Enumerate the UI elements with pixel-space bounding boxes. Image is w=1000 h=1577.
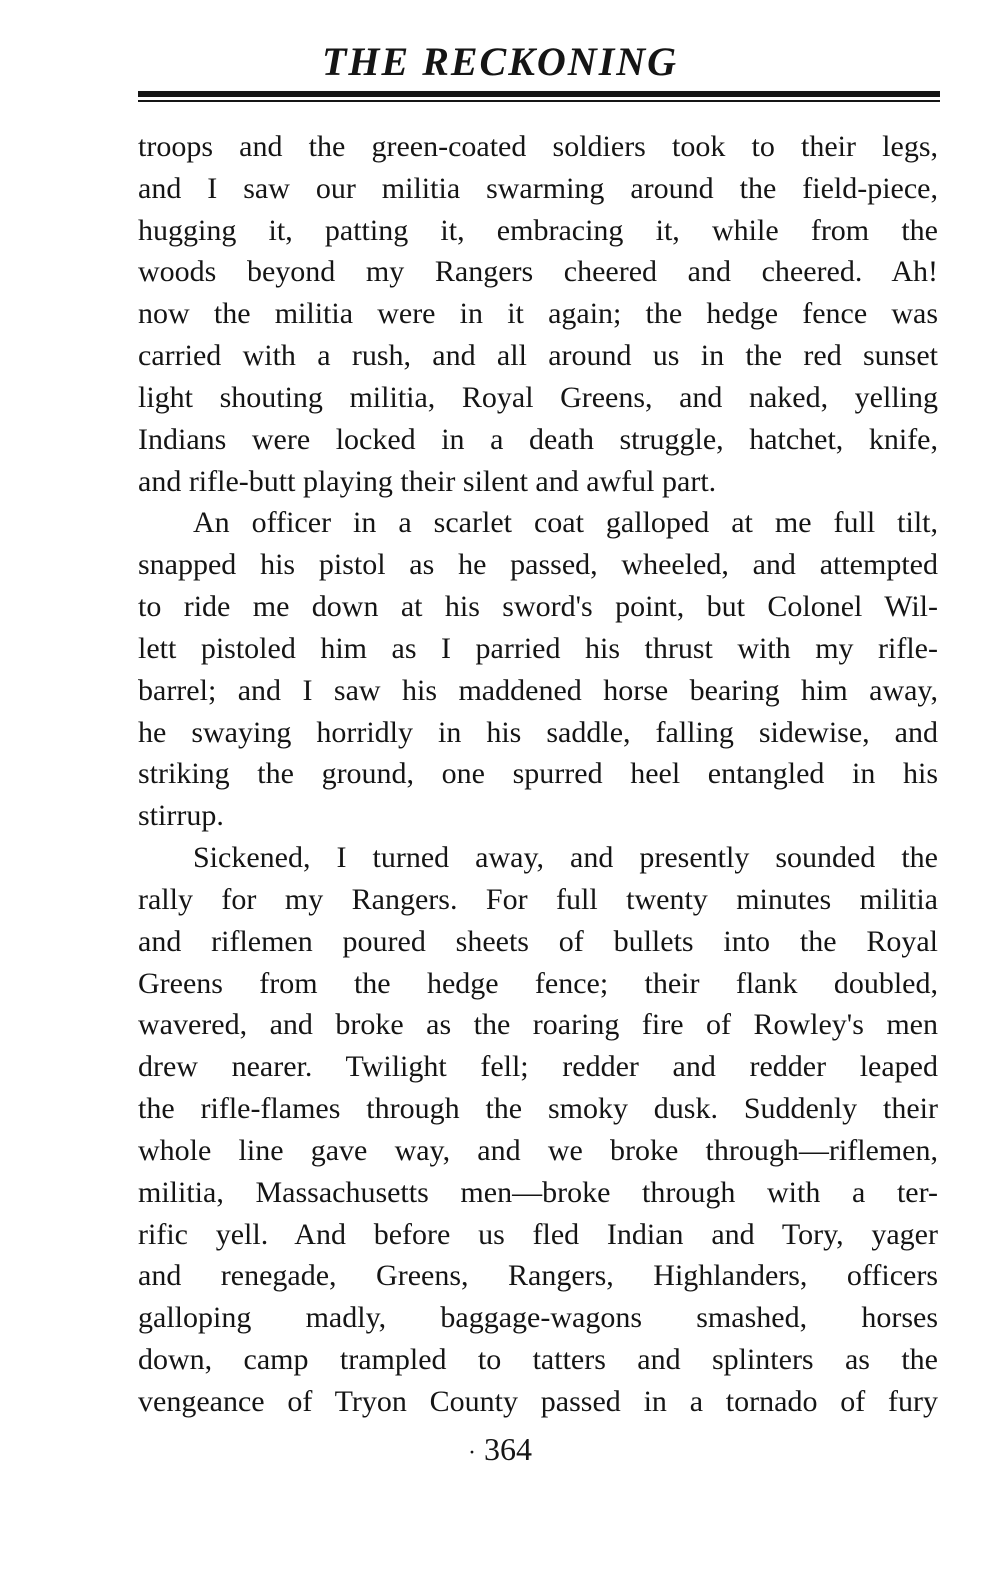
text-line: lett pistoled him as I parried his thrust with my rifle- — [138, 631, 938, 665]
text-line: now the militia were in it again; the hedge fence was — [138, 297, 938, 331]
header-rule-thick — [138, 91, 940, 97]
footer-mark: · — [468, 1440, 476, 1466]
text-line: rific yell. And before us fled Indian and Tory, yager — [138, 1217, 938, 1251]
text-line: snapped his pistol as he passed, wheeled, and attempted — [138, 548, 938, 582]
text-line: and rifle-butt playing their silent and awful part. — [138, 464, 717, 498]
text-line: striking the ground, one spurred heel entangled in his — [138, 757, 938, 791]
running-title: THE RECKONING — [321, 39, 679, 84]
text-line: and riflemen poured sheets of bullets into the Royal — [138, 924, 938, 958]
body-text — [138, 126, 938, 1423]
text-line: whole line gave way, and we broke through—riflemen, — [138, 1133, 938, 1167]
text-line: and renegade, Greens, Rangers, Highlanders, officers — [138, 1259, 938, 1293]
text-line: the rifle-flames through the smoky dusk. Suddenly their — [138, 1092, 938, 1126]
text-line: light shouting militia, Royal Greens, and naked, yelling — [138, 380, 938, 414]
text-line: Indians were locked in a death struggle, hatchet, knife, — [138, 422, 938, 456]
page-number: 364 — [484, 1431, 532, 1467]
text-line: and I saw our militia swarming around the field-piece, — [138, 171, 938, 205]
text-line: vengeance of Tryon County passed in a tornado of fury — [138, 1384, 938, 1418]
text-line: down, camp trampled to tatters and splinters as the — [138, 1343, 938, 1377]
text-line: stirrup. — [138, 799, 224, 833]
text-line: militia, Massachusetts men—broke through with a ter- — [138, 1175, 938, 1209]
text-line: he swaying horridly in his saddle, falling sidewise, and — [138, 715, 938, 749]
text-line: galloping madly, baggage-wagons smashed, horses — [138, 1301, 938, 1335]
text-line: Greens from the hedge fence; their flank doubled, — [138, 966, 938, 1000]
text-line: carried with a rush, and all around us in the red sunset — [138, 339, 938, 373]
text-line: rally for my Rangers. For full twenty minutes militia — [138, 882, 938, 916]
header-rule-thin — [138, 100, 940, 102]
text-line: to ride me down at his sword's point, but Colonel Wil- — [138, 590, 938, 624]
text-line: troops and the green-coated soldiers took to their legs, — [138, 130, 938, 163]
text-line: wavered, and broke as the roaring fire of Rowley's men — [138, 1008, 938, 1042]
page-footer — [0, 1428, 1000, 1474]
text-line: woods beyond my Rangers cheered and cheered. Ah! — [138, 255, 938, 289]
text-line: hugging it, patting it, embracing it, while from the — [138, 213, 938, 247]
text-line: drew nearer. Twilight fell; redder and redder leaped — [138, 1050, 938, 1084]
text-line: Sickened, I turned away, and presently sounded the — [193, 841, 938, 875]
text-line: barrel; and I saw his maddened horse bearing him away, — [138, 673, 938, 707]
text-line: An officer in a scarlet coat galloped at me full tilt, — [193, 506, 938, 540]
